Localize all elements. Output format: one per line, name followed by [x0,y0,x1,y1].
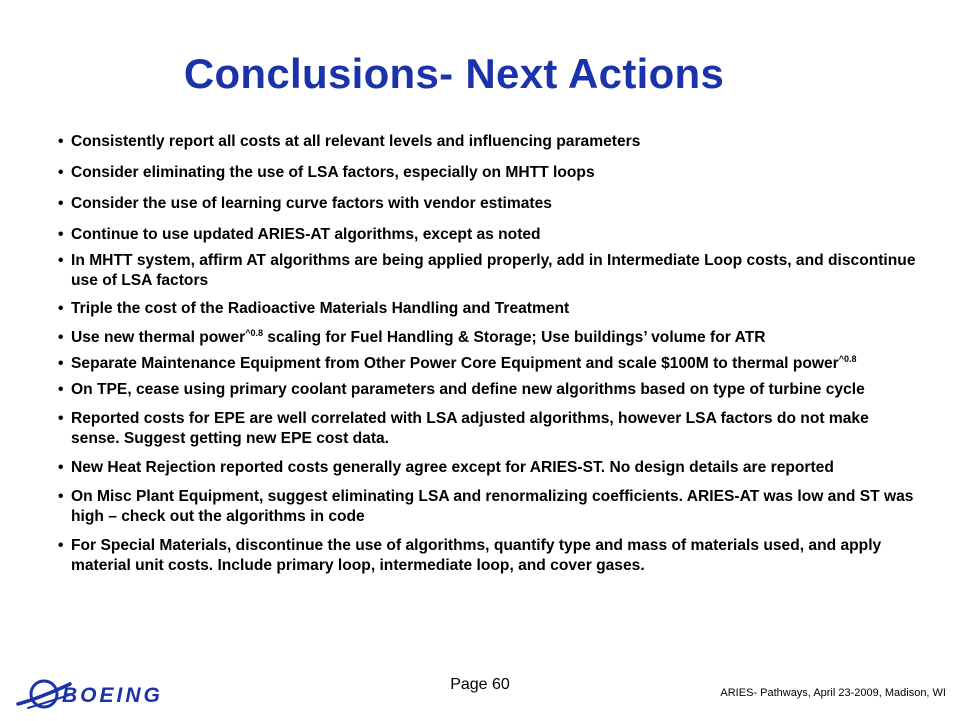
bullet-item [58,536,918,576]
bullet-text: Consistently report all costs at all relevant levels and influencing parameters [71,133,641,150]
superscript-exponent: ^0.8 [245,327,263,338]
bullet-text: In MHTT system, affirm AT algorithms are being applied properly, add in Intermediate Loop costs, and discontinue use of LSA factors [71,252,916,289]
bullet-text: New Heat Rejection reported costs generally agree except for ARIES-ST. No design details are reported [71,459,834,476]
bullet-item [58,194,918,214]
bullet-text: scaling for Fuel Handling & Storage; Use buildings’ volume for ATR [262,329,766,346]
bullet-text: On TPE, cease using primary coolant parameters and define new algorithms based on type of turbine cycle [71,381,865,398]
bullet-dot: • [58,164,64,181]
bullet-text: Use new thermal power [71,329,246,346]
superscript-exponent: ^0.8 [838,353,857,364]
bullet-item [58,458,918,478]
bullet-text: On Misc Plant Equipment, suggest eliminating LSA and renormalizing coefficients. ARIES-AT was low and ST was high – check out the algorithms in code [71,488,914,525]
bullet-item [58,132,918,152]
bullet-item [58,487,918,527]
bullet-text: Triple the cost of the Radioactive Materials Handling and Treatment [71,300,570,317]
bullet-dot: • [58,355,64,372]
bullet-text: Reported costs for EPE are well correlated with LSA adjusted algorithms, however LSA factors do not make sense. Suggest getting new EPE cost data. [71,410,869,447]
bullet-item [58,354,918,374]
logo-wordmark: BOEING [62,684,163,707]
bullet-dot: • [58,488,64,505]
page-number: Page 60 [450,676,510,693]
bullet-dot: • [58,537,64,554]
bullet-text: Consider eliminating the use of LSA factors, especially on MHTT loops [71,164,595,181]
bullet-item [58,380,918,400]
bullet-item [58,225,918,245]
bullet-dot: • [58,226,64,243]
bullet-text: For Special Materials, discontinue the use of algorithms, quantify type and mass of materials used, and apply material unit costs. Include primary loop, intermediate loop, and cover gases. [71,537,882,574]
bullet-item [58,328,918,348]
bullet-item [58,251,918,291]
bullet-text: Continue to use updated ARIES-AT algorithms, except as noted [71,226,541,243]
footer-meeting-info: ARIES- Pathways, April 23-2009, Madison, WI [720,687,946,699]
bullet-dot: • [58,300,64,317]
bullet-dot: • [58,133,64,150]
bullet-text: Consider the use of learning curve factors with vendor estimates [71,195,552,212]
bullet-dot: • [58,195,64,212]
bullet-item [58,409,918,449]
bullet-dot: • [58,410,64,427]
bullet-list [58,132,918,576]
bullet-dot: • [58,381,64,398]
slide-title: Conclusions- Next Actions [183,50,725,97]
bullet-item [58,163,918,183]
bullet-item [58,299,918,319]
bullet-dot: • [58,252,64,269]
bullet-dot: • [58,459,64,476]
bullet-dot: • [58,329,64,346]
bullet-text: Separate Maintenance Equipment from Other Power Core Equipment and scale $100M to thermal power [71,355,839,372]
